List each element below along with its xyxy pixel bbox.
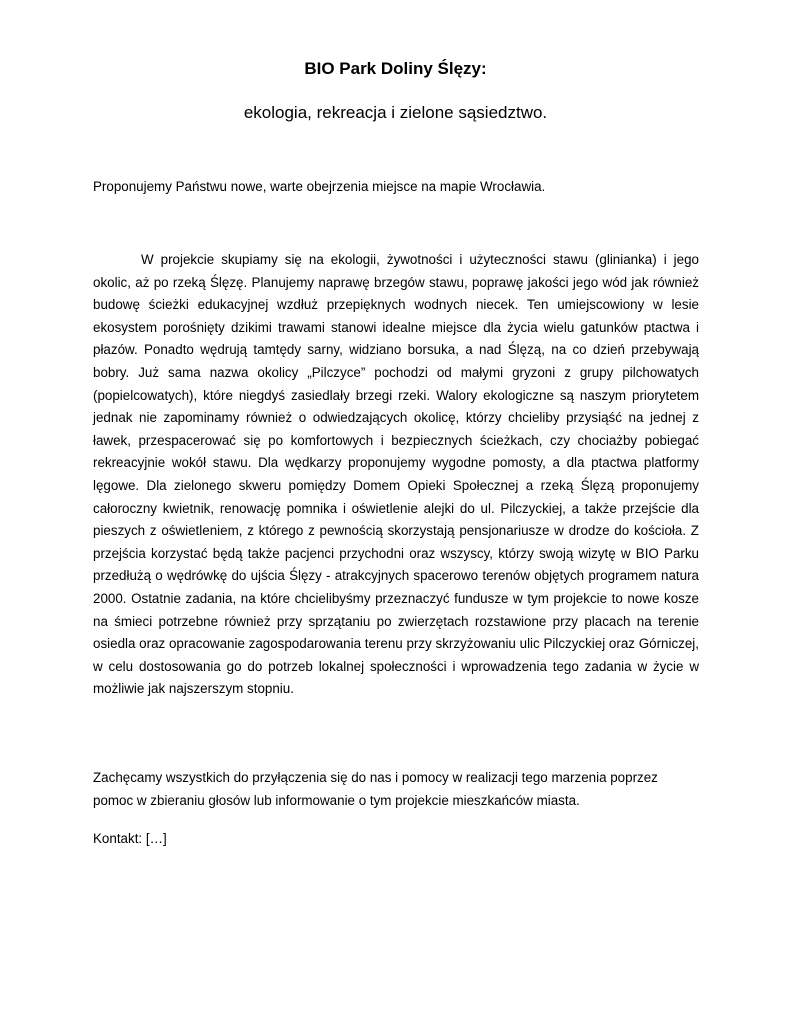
- main-paragraph: W projekcie skupiamy się na ekologii, żywotności i użyteczności stawu (glinianka) i jego okolic, aż po rzeką Ślęzę. Planujemy naprawę brzegów stawu, poprawę jakości jego wód jak również budowę ścieżki edukacyjnej wzdłuż przepięknych wodnych niecek. Ten umiejscowiony w lesie ekosystem porośnięty dzikimi trawami stanowi idealne miejsce dla życia wielu gatunków ptactwa i płazów. Ponadto wędrują tamtędy sarny, widziano borsuka, a nad Ślęzą, na co dzień przebywają bobry. Już sama nazwa okolicy „Pilczyce” pochodzi od małymi gryzoni z grupy pilchowatych (popielcowatych), które niegdyś zasiedlały brzegi rzeki. Walory ekologiczne są naszym priorytetem jednak nie zapominamy również o odwiedzających okolicę, którzy chcieliby przysiąść na jednej z ławek, przespacerować się po komfortowych i bezpiecznych ścieżkach, czy chociażby pobiegać rekreacyjnie wokół stawu. Dla wędkarzy proponujemy wygodne pomosty, a dla ptactwa platformy lęgowe. Dla zielonego skweru pomiędzy Domem Opieki Społecznej a rzeką Ślęzą proponujemy całoroczny kwietnik, renowację pomnika i oświetlenie alejki do ul. Pilczyckiej, a także przejście dla pieszych z oświetleniem, z którego z pewnością skorzystają pensjonariusze w drodze do kościoła. Z przejścia korzystać będą także pacjenci przychodni oraz wszyscy, którzy swoją wizytę w BIO Parku przedłużą o wędrówkę do ujścia Ślęzy - atrakcyjnych spacerowo terenów objętych programem natura 2000. Ostatnie zadania, na które chcielibyśmy przeznaczyć fundusze w tym projekcie to nowe kosze na śmieci potrzebne również przy sprzątaniu po zwierzętach rozstawione przy placach na terenie osiedla oraz opracowanie zagospodarowania terenu przy skrzyżowaniu ulic Pilczyckiej oraz Górniczej, w celu dostosowania go do potrzeb lokalnej społeczności i wprowadzenia tego zadania w życie w możliwie jak najszerszym stopniu.: [93, 252, 699, 697]
- document-title: BIO Park Doliny Ślęzy:: [304, 59, 487, 78]
- closing-paragraph: Zachęcamy wszystkich do przyłączenia się do nas i pomocy w realizacji tego marzenia poprzez pomoc w zbieraniu głosów lub informowanie o tym projekcie mieszkańców miasta.: [93, 770, 658, 808]
- document-subtitle: ekologia, rekreacja i zielone sąsiedztwo.: [243, 103, 548, 122]
- intro-paragraph: Proponujemy Państwu nowe, warte obejrzenia miejsce na mapie Wrocławia.: [93, 179, 546, 194]
- contact-line: Kontakt: […]: [93, 831, 167, 846]
